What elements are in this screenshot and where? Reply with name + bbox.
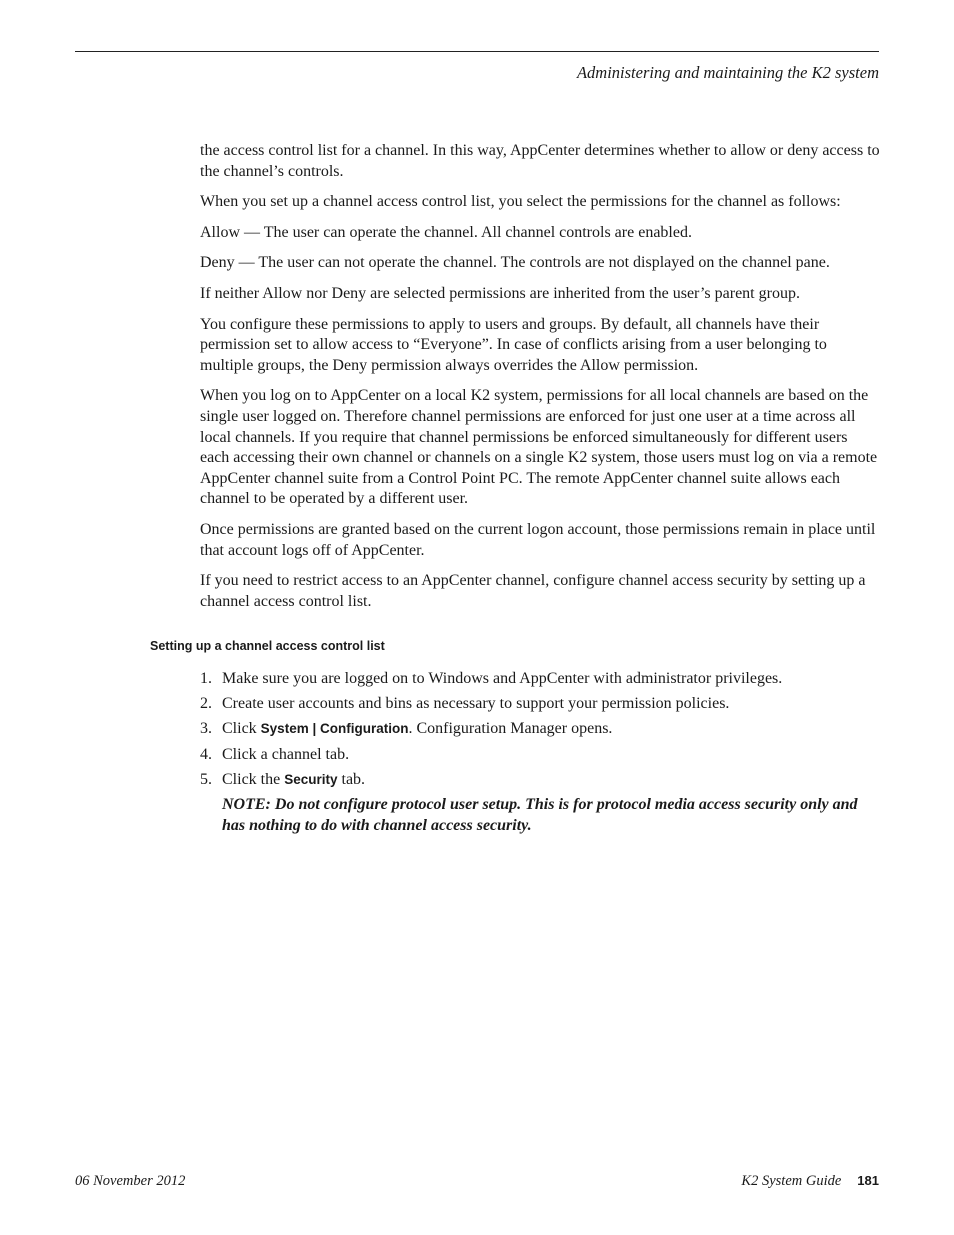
step-text-before: Click [222, 720, 261, 738]
step-text-after: . Configuration Manager opens. [408, 720, 613, 738]
footer-right [741, 1171, 879, 1191]
paragraph: Deny — The user can not operate the channel. The controls are not displayed on the channel pane. [200, 254, 830, 272]
step-number: 1. [200, 670, 212, 687]
paragraph: When you set up a channel access control list, you select the permissions for the channel as follows: [200, 193, 841, 211]
step-text [222, 770, 880, 791]
ui-menu-path: System | Configuration [260, 721, 409, 737]
steps-list [200, 669, 880, 836]
ui-tab-name: Security [284, 771, 338, 787]
step-number: 2. [200, 695, 212, 713]
step-item [200, 669, 880, 690]
step-item [200, 745, 880, 766]
step-text: Create user accounts and bins as necessary to support your permission policies. [222, 695, 730, 713]
paragraph: Allow — The user can operate the channel. All channel controls are enabled. [200, 223, 692, 241]
paragraph: If neither Allow nor Deny are selected permissions are inherited from the user’s parent group. [200, 284, 800, 302]
paragraph: When you log on to AppCenter on a local K2 system, permissions for all local channels are based on the single user logged on. Therefore channel permissions are enforced for just one user at a time across all local channels. If you require that channel permissions be enforced simultaneously for different users each accessing their own channel or channels on a single K2 system, those users must log on via a remote AppCenter channel suite from a Control Point PC. The remote AppCenter channel suite allows each channel to be operated by a different user. [200, 387, 878, 508]
step-text: Click a channel tab. [222, 745, 350, 763]
step-item [200, 770, 880, 791]
paragraph: Once permissions are granted based on the current logon account, those permissions remain in place until that account logs off of AppCenter. [200, 520, 876, 559]
note-text: NOTE: Do not configure protocol user setup. This is for protocol media access security only and has nothing to do with channel access security. [222, 795, 858, 834]
paragraph: You configure these permissions to apply to users and groups. By default, all channels have their permission set to allow access to “Everyone”. In case of conflicts arising from a user belonging to multiple groups, the Deny permission always overrides the Allow permission. [200, 315, 827, 374]
paragraph: If you need to restrict access to an AppCenter channel, configure channel access security by setting up a channel access control list. [200, 572, 866, 610]
running-header: Administering and maintaining the K2 system [576, 63, 879, 82]
paragraph: the access control list for a channel. In this way, AppCenter determines whether to allow or deny access to the channel’s controls. [200, 142, 880, 180]
step-number: 4. [200, 745, 212, 763]
footer-guide-title: K2 System Guide [741, 1173, 842, 1189]
step-item [200, 719, 880, 740]
step-text [222, 719, 880, 740]
step-text-after: tab. [337, 770, 366, 788]
step-text: Make sure you are logged on to Windows and AppCenter with administrator privileges. [222, 670, 783, 687]
step-number: 3. [200, 720, 212, 738]
step-text-before: Click the [222, 770, 285, 788]
header-rule [75, 51, 879, 52]
section-heading: Setting up a channel access control list [150, 639, 385, 653]
body-text [200, 141, 880, 622]
step-number: 5. [200, 770, 212, 788]
footer-date: 06 November 2012 [75, 1173, 186, 1189]
step-item [200, 694, 880, 715]
page-number: 181 [857, 1173, 879, 1188]
